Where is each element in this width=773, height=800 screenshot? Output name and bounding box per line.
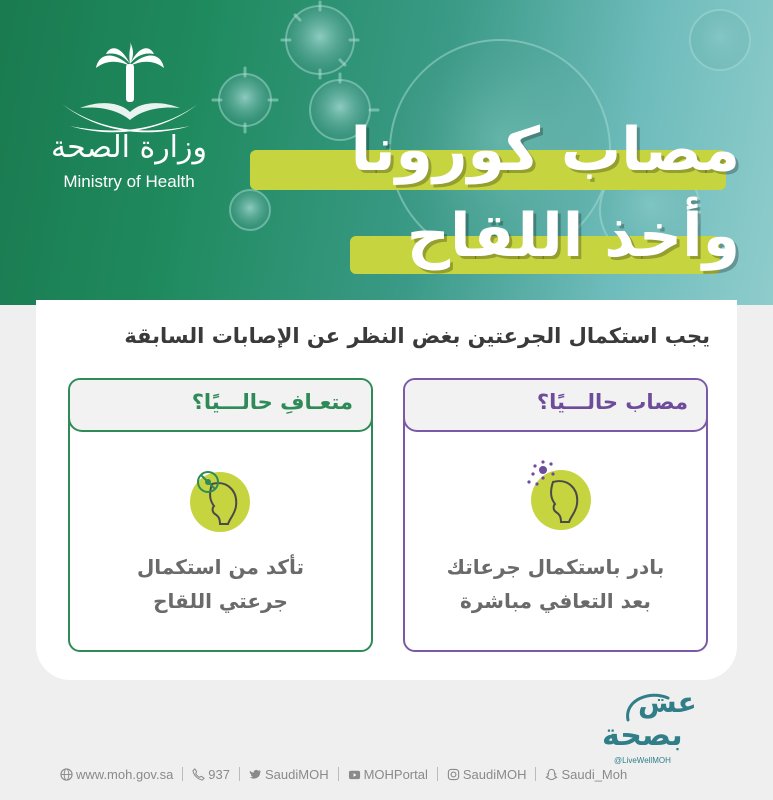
infected-line-1: بادر باستكمال جرعاتك xyxy=(446,555,665,579)
livewell-text-2: بصحة xyxy=(602,718,683,753)
snapchat-icon xyxy=(545,768,558,781)
recovered-box-heading: متعـافِ حالـــيًا؟ xyxy=(191,390,353,414)
infected-box-heading: مصاب حالـــيًا؟ xyxy=(536,390,688,414)
livewell-text-1: عش xyxy=(638,686,697,719)
footer-website[interactable] xyxy=(60,767,173,782)
footer-instagram[interactable] xyxy=(447,767,527,782)
recovered-line-2: جرعتي اللقاح xyxy=(153,589,288,613)
livewell-logo xyxy=(598,686,728,766)
footer-snapchat[interactable] xyxy=(545,767,627,782)
infected-box-text xyxy=(405,550,706,618)
youtube-label: MOHPortal xyxy=(363,766,428,782)
phone-icon xyxy=(192,768,205,781)
instagram-icon xyxy=(447,768,460,781)
footer-contacts xyxy=(60,764,740,784)
footer-twitter[interactable] xyxy=(249,767,329,782)
website-label: www.moh.gov.sa xyxy=(76,766,174,782)
youtube-icon xyxy=(348,768,361,781)
moh-logo xyxy=(40,42,220,192)
footer-divider xyxy=(338,767,339,781)
footer-divider xyxy=(437,767,438,781)
footer-phone[interactable] xyxy=(192,767,230,782)
header-banner xyxy=(0,0,773,305)
infected-person-icon xyxy=(523,460,595,532)
recovered-box-text xyxy=(70,550,371,618)
recovered-box-header xyxy=(68,378,373,432)
livewell-handle: @LiveWellMOH xyxy=(614,756,671,765)
globe-icon xyxy=(60,768,73,781)
title-line-2: وأخذ اللقاح xyxy=(406,201,740,271)
twitter-label: SaudiMOH xyxy=(265,766,329,782)
snapchat-label: Saudi_Moh xyxy=(561,766,628,782)
instagram-label: SaudiMOH xyxy=(462,766,527,782)
footer-divider xyxy=(239,767,240,781)
logo-english-text: Ministry of Health xyxy=(63,172,195,191)
twitter-icon xyxy=(249,768,262,781)
phone-label: 937 xyxy=(208,766,230,782)
recovered-box xyxy=(68,378,373,652)
infected-box xyxy=(403,378,708,652)
recovered-person-icon xyxy=(186,464,258,536)
logo-arabic-text: وزارة الصحة xyxy=(51,130,207,165)
infected-box-header xyxy=(403,378,708,432)
footer-youtube[interactable] xyxy=(348,767,428,782)
subtitle: يجب استكمال الجرعتين بغض النظر عن الإصابات السابقة xyxy=(124,324,710,348)
recovered-line-1: تأكد من استكمال xyxy=(136,555,305,579)
title-line-1: مصاب كورونا xyxy=(350,115,740,185)
infected-line-2: بعد التعافي مباشرة xyxy=(460,589,651,613)
footer-divider xyxy=(535,767,536,781)
footer-divider xyxy=(182,767,183,781)
